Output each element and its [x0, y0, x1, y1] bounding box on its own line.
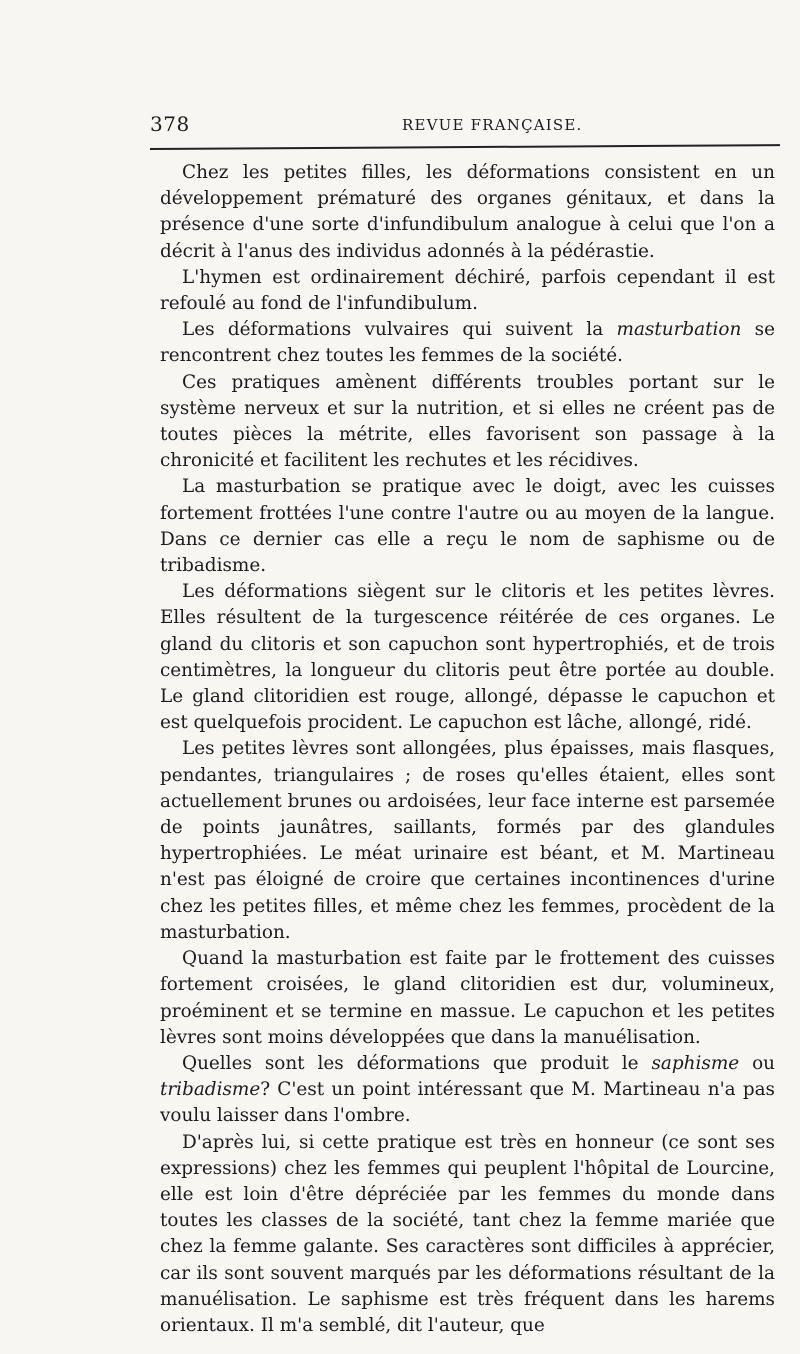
paragraph-text: Les déformations siègent sur le clitoris et les petites lèvres. Elles résultent de la turgescence réitérée de ces organes. Le gland du clitoris et son capuchon sont hypertrophiés, et de trois centimètres, la longueur du clitoris peut être portée au double. Le gland clitoridien est rouge, allongé, dépasse le capuchon et est quelquefois procident. Le capuchon est lâche, allongé, ridé.	[160, 581, 775, 734]
paragraph	[160, 265, 775, 317]
paragraph	[160, 474, 775, 579]
paragraph-text: ou	[739, 1052, 776, 1074]
italic-term: masturbation	[616, 319, 742, 341]
paragraph-text: Chez les petites filles, les déformations consistent en un développement prématuré des organes génitaux, et dans la présence d'une sorte d'infundibulum analogue à celui que l'on a décrit à l'anus des individus adonnés à la pédérastie.	[160, 162, 775, 262]
paragraph-text: Ces pratiques amènent différents troubles portant sur le système nerveux et sur la nutrition, et si elles ne créent pas de toutes pièces la métrite, elles favorisent son passage à la chronicité et facilitent les rechutes et les récidives.	[160, 371, 775, 472]
running-head: REVUE FRANÇAISE.	[402, 116, 583, 134]
paragraph-text: Quelles sont les déformations que produit le	[182, 1052, 652, 1074]
italic-term: saphisme	[651, 1052, 740, 1074]
paragraph	[160, 317, 775, 369]
paragraph	[160, 736, 775, 946]
paragraph-text: L'hymen est ordinairement déchiré, parfois cependant il est refoulé au fond de l'infundibulum.	[160, 266, 775, 315]
paragraph-text: se rencontrent chez toutes les femmes de la société.	[160, 319, 775, 367]
paragraph	[160, 160, 775, 265]
paragraph-text: Les déformations vulvaires qui suivent la	[182, 319, 617, 341]
paragraph	[160, 1130, 775, 1340]
header-rule	[150, 144, 780, 150]
body-text	[160, 160, 775, 1339]
page-number: 378	[150, 112, 190, 136]
paragraph-text: D'après lui, si cette pratique est très en honneur (ce sont ses expressions) chez les femmes qui peuplent l'hôpital de Lourcine, elle est loin d'être dépréciée par les femmes du monde dans toutes les classes de la société, tant chez la femme mariée que chez la femme galante. Ses caractères sont difficiles à apprécier, car ils sont souvent marqués par les déformations résultant de la manuélisation. Le saphisme est très fréquent dans les harems orientaux. Il m'a semblé, dit l'auteur, que	[160, 1131, 775, 1336]
paragraph	[160, 946, 775, 1051]
paragraph-text: Les petites lèvres sont allongées, plus épaisses, mais flasques, pendantes, triangulaires ; de roses qu'elles étaient, elles sont actuellement brunes ou ardoisées, leur face interne est parsemée de points jaunâtres, saillants, formés par des glandules hypertrophiées. Le méat urinaire est béant, et M. Martineau n'est pas éloigné de croire que certaines incontinences d'urine chez les petites filles, et même chez les femmes, procèdent de la masturbation.	[160, 738, 775, 943]
paragraph	[160, 370, 775, 475]
paragraph-text: Quand la masturbation est faite par le frottement des cuisses fortement croisées, le gland clitoridien est dur, volumineux, proéminent et se termine en massue. Le capuchon et les petites lèvres sont moins développées que dans la manuélisation.	[160, 948, 775, 1048]
paragraph	[160, 1051, 775, 1130]
paragraph-text: ? C'est un point intéressant que M. Martineau n'a pas voulu laisser dans l'ombre.	[160, 1079, 775, 1127]
italic-term: tribadisme	[160, 1079, 261, 1101]
paragraph	[160, 579, 775, 736]
paragraph-text: La masturbation se pratique avec le doigt, avec les cuisses fortement frottées l'une contre l'autre ou au moyen de la langue. Dans ce dernier cas elle a reçu le nom de saphisme ou de tribadisme.	[160, 476, 775, 577]
page-header	[150, 112, 780, 142]
